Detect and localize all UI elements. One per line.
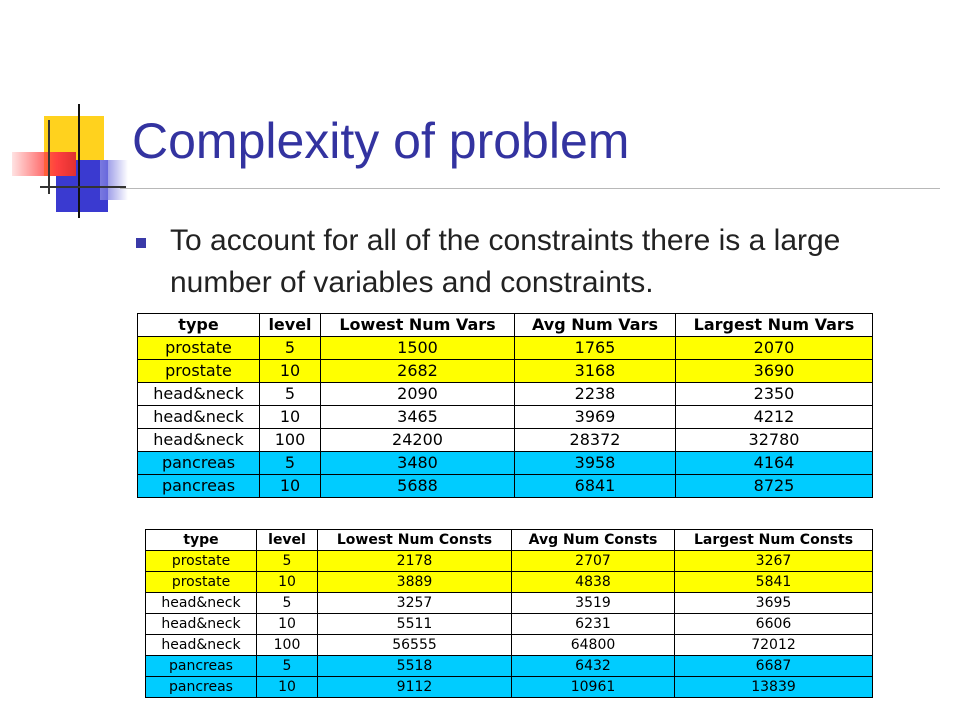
cell-level: 10 [260,406,321,429]
deco-blue-fade [100,160,128,200]
cell-lowest: 3480 [321,452,515,475]
cell-avg: 4838 [512,572,675,593]
cell-avg: 3519 [512,593,675,614]
cell-type: pancreas [138,452,260,475]
cell-avg: 6231 [512,614,675,635]
cell-largest: 2350 [676,383,873,406]
cell-level: 5 [257,551,318,572]
cell-avg: 3168 [515,360,676,383]
bullet-text: To account for all of the constraints there is a large number of variables and constraints. [170,224,841,299]
deco-red-bar [12,152,76,176]
cell-level: 10 [260,475,321,498]
cell-largest: 32780 [676,429,873,452]
table-row [146,614,873,635]
cell-type: pancreas [146,656,257,677]
cell-level: 5 [260,337,321,360]
cell-lowest: 2682 [321,360,515,383]
cell-avg: 28372 [515,429,676,452]
slide-title: Complexity of problem [132,113,630,169]
title-divider [120,188,940,189]
header-level: level [257,530,318,551]
header-lowest: Lowest Num Vars [321,314,515,337]
cell-lowest: 3889 [318,572,512,593]
header-type: type [138,314,260,337]
cell-avg: 1765 [515,337,676,360]
table-row [146,635,873,656]
cell-avg: 2238 [515,383,676,406]
header-level: level [260,314,321,337]
constraints-table [145,529,873,698]
deco-vertical-line-2 [48,120,50,194]
cell-avg: 3958 [515,452,676,475]
header-avg: Avg Num Consts [512,530,675,551]
cell-level: 5 [257,656,318,677]
cell-type: prostate [138,337,260,360]
cell-largest: 3695 [675,593,873,614]
cell-level: 10 [257,677,318,698]
table-row [138,406,873,429]
cell-largest: 5841 [675,572,873,593]
cell-lowest: 5518 [318,656,512,677]
cell-type: head&neck [146,635,257,656]
cell-largest: 13839 [675,677,873,698]
cell-level: 5 [260,383,321,406]
cell-level: 10 [260,360,321,383]
header-lowest: Lowest Num Consts [318,530,512,551]
table-row [146,551,873,572]
cell-type: prostate [146,551,257,572]
cell-type: head&neck [138,383,260,406]
table-row [138,337,873,360]
cell-level: 10 [257,614,318,635]
cell-type: pancreas [138,475,260,498]
table-row [138,383,873,406]
cell-largest: 8725 [676,475,873,498]
cell-level: 10 [257,572,318,593]
cell-avg: 64800 [512,635,675,656]
cell-largest: 72012 [675,635,873,656]
cell-type: prostate [138,360,260,383]
table-row [138,429,873,452]
cell-type: head&neck [138,406,260,429]
deco-horizontal-line [40,186,126,188]
cell-lowest: 5688 [321,475,515,498]
table-row [146,656,873,677]
cell-avg: 6841 [515,475,676,498]
table-row [138,360,873,383]
cell-largest: 3267 [675,551,873,572]
cell-lowest: 56555 [318,635,512,656]
table-row [138,452,873,475]
cell-largest: 6606 [675,614,873,635]
cell-largest: 2070 [676,337,873,360]
cell-largest: 6687 [675,656,873,677]
cell-type: head&neck [146,614,257,635]
cell-lowest: 3257 [318,593,512,614]
table-row [138,475,873,498]
variables-table [137,313,873,498]
deco-vertical-line-1 [78,104,80,218]
cell-avg: 6432 [512,656,675,677]
bullet-marker [136,238,146,248]
cell-level: 5 [260,452,321,475]
cell-avg: 10961 [512,677,675,698]
header-largest: Largest Num Vars [676,314,873,337]
table-row [146,572,873,593]
cell-type: head&neck [146,593,257,614]
cell-level: 100 [260,429,321,452]
cell-avg: 2707 [512,551,675,572]
table-header-row [138,314,873,337]
cell-lowest: 2090 [321,383,515,406]
cell-type: prostate [146,572,257,593]
cell-lowest: 1500 [321,337,515,360]
cell-largest: 3690 [676,360,873,383]
cell-type: head&neck [138,429,260,452]
header-type: type [146,530,257,551]
table-header-row [146,530,873,551]
cell-type: pancreas [146,677,257,698]
cell-lowest: 24200 [321,429,515,452]
cell-lowest: 9112 [318,677,512,698]
header-avg: Avg Num Vars [515,314,676,337]
cell-largest: 4212 [676,406,873,429]
cell-level: 5 [257,593,318,614]
table-row [146,677,873,698]
cell-largest: 4164 [676,452,873,475]
cell-avg: 3969 [515,406,676,429]
cell-lowest: 5511 [318,614,512,635]
cell-level: 100 [257,635,318,656]
cell-lowest: 2178 [318,551,512,572]
header-largest: Largest Num Consts [675,530,873,551]
table-row [146,593,873,614]
cell-lowest: 3465 [321,406,515,429]
